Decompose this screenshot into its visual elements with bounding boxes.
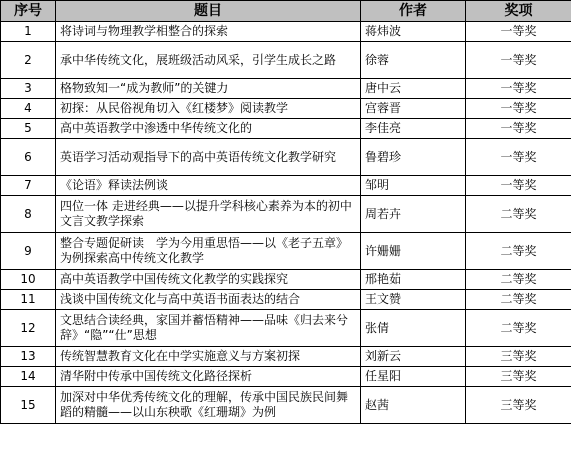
row-num: 9	[1, 233, 56, 270]
row-author: 任星阳	[361, 367, 466, 387]
table-row	[1, 367, 571, 387]
table-row	[1, 347, 571, 367]
row-author: 张倩	[361, 310, 466, 347]
row-award: 一等奖	[466, 42, 571, 79]
row-author: 邹明	[361, 176, 466, 196]
header-author: 作者	[361, 1, 466, 22]
header-num: 序号	[1, 1, 56, 22]
row-num: 10	[1, 270, 56, 290]
row-num: 4	[1, 99, 56, 119]
table-row	[1, 196, 571, 233]
row-author: 鲁碧珍	[361, 139, 466, 176]
row-num: 2	[1, 42, 56, 79]
row-author: 许姗姗	[361, 233, 466, 270]
row-author: 刘新云	[361, 347, 466, 367]
table-row	[1, 176, 571, 196]
header-award: 奖项	[466, 1, 571, 22]
row-author: 赵茜	[361, 387, 466, 424]
row-award: 一等奖	[466, 99, 571, 119]
row-title: 英语学习活动观指导下的高中英语传统文化教学研究	[56, 139, 361, 176]
row-title: 承中华传统文化，展班级活动风采，引学生成长之路	[56, 42, 361, 79]
table-row	[1, 233, 571, 270]
row-title: 加深对中华优秀传统文化的理解，传承中国民族民间舞蹈的精髓——以山东秧歌《红珊瑚》为例	[56, 387, 361, 424]
row-author: 邢艳茹	[361, 270, 466, 290]
row-award: 一等奖	[466, 139, 571, 176]
table-row	[1, 99, 571, 119]
row-title: 清华附中传承中国传统文化路径探析	[56, 367, 361, 387]
row-author: 唐中云	[361, 79, 466, 99]
row-num: 3	[1, 79, 56, 99]
row-author: 李佳亮	[361, 119, 466, 139]
row-award: 二等奖	[466, 290, 571, 310]
table-row	[1, 79, 571, 99]
row-num: 1	[1, 22, 56, 42]
row-award: 三等奖	[466, 347, 571, 367]
row-num: 7	[1, 176, 56, 196]
row-author: 王文赞	[361, 290, 466, 310]
row-num: 13	[1, 347, 56, 367]
table-row	[1, 139, 571, 176]
row-title: 四位一体 走进经典——以提升学科核心素养为本的初中文言文教学探索	[56, 196, 361, 233]
row-award: 一等奖	[466, 79, 571, 99]
row-num: 12	[1, 310, 56, 347]
table-row	[1, 119, 571, 139]
header-row	[1, 1, 571, 22]
row-award: 二等奖	[466, 233, 571, 270]
row-award: 三等奖	[466, 367, 571, 387]
row-author: 徐蓉	[361, 42, 466, 79]
row-title: 文思结合读经典，家国并蓄悟精神——品味《归去来兮辞》“隐”“仕”思想	[56, 310, 361, 347]
table-row	[1, 42, 571, 79]
table-row	[1, 387, 571, 424]
row-award: 一等奖	[466, 22, 571, 42]
row-num: 5	[1, 119, 56, 139]
row-author: 蒋炜波	[361, 22, 466, 42]
table-row	[1, 270, 571, 290]
row-award: 一等奖	[466, 176, 571, 196]
row-title: 将诗词与物理教学相整合的探索	[56, 22, 361, 42]
row-award: 二等奖	[466, 196, 571, 233]
row-award: 一等奖	[466, 119, 571, 139]
table-row	[1, 22, 571, 42]
row-award: 二等奖	[466, 270, 571, 290]
row-author: 宫蓉晋	[361, 99, 466, 119]
row-num: 6	[1, 139, 56, 176]
row-award: 三等奖	[466, 387, 571, 424]
row-award: 二等奖	[466, 310, 571, 347]
row-title: 《论语》释读法例谈	[56, 176, 361, 196]
row-num: 14	[1, 367, 56, 387]
row-title: 格物致知一“成为教师”的关键力	[56, 79, 361, 99]
row-num: 11	[1, 290, 56, 310]
row-title: 高中英语教学中国传统文化教学的实践探究	[56, 270, 361, 290]
row-title: 高中英语教学中渗透中华传统文化的	[56, 119, 361, 139]
row-num: 15	[1, 387, 56, 424]
row-title: 传统智慧教育文化在中学实施意义与方案初探	[56, 347, 361, 367]
table-row	[1, 310, 571, 347]
header-title: 题目	[56, 1, 361, 22]
row-author: 周若卉	[361, 196, 466, 233]
row-title: 浅谈中国传统文化与高中英语书面表达的结合	[56, 290, 361, 310]
table-row	[1, 290, 571, 310]
row-title: 整合专题促研读 学为今用重思悟——以《老子五章》为例探索高中传统文化教学	[56, 233, 361, 270]
row-num: 8	[1, 196, 56, 233]
row-title: 初探：从民俗视角切入《红楼梦》阅读教学	[56, 99, 361, 119]
